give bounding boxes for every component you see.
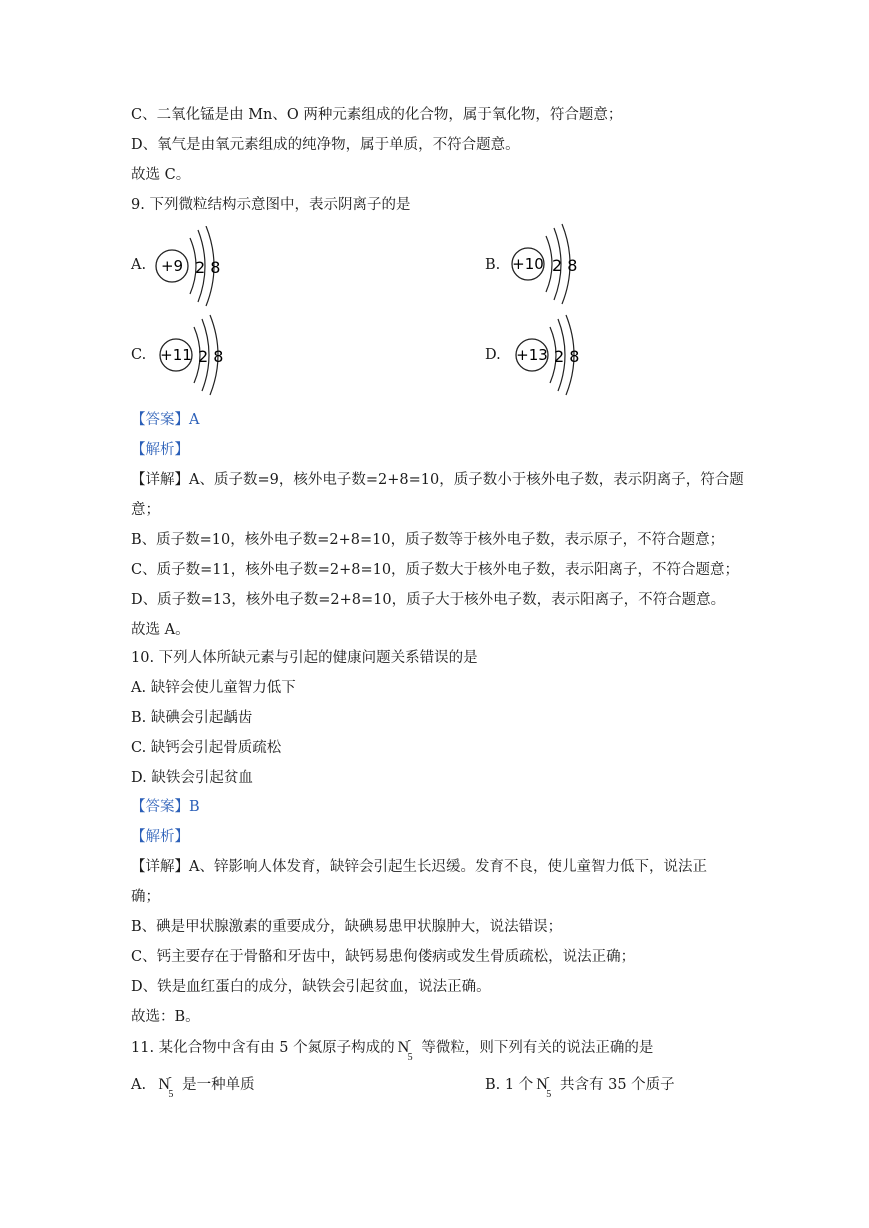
answer-label: 【答案】B [131, 799, 200, 815]
option-d: D. 缺铁会引起贫血 [131, 770, 253, 786]
nucleus-label: +11 [160, 346, 192, 364]
answer-label: 【答案】A [131, 412, 200, 428]
atom-diagram-d [512, 313, 622, 403]
atom-diagram-b [508, 222, 618, 312]
text-line: B、质子数=10，核外电子数=2+8=10，质子数等于核外电子数，表示原子，不符合题意； [131, 532, 725, 548]
option-a: A. 缺锌会使儿童智力低下 [131, 680, 296, 696]
question-text: 11. 某化合物中含有由 5 个氮原子构成的 [131, 1040, 395, 1056]
analysis-label: 【解析】 [131, 442, 189, 458]
option-label: D. [485, 347, 501, 363]
shell-label: 2 8 [198, 347, 224, 366]
text-line: 【详解】A、锌影响人体发育，缺锌会引起生长迟缓。发育不良，使儿童智力低下，说法正 [131, 859, 707, 875]
nucleus-label: +13 [516, 346, 548, 364]
ion-formula: N - 5 [158, 1072, 174, 1100]
text-line: 确； [131, 889, 160, 905]
atom-diagram-a [152, 226, 262, 316]
ion-formula: N - 5 [397, 1035, 413, 1063]
shell-label: 2 8 [552, 256, 578, 275]
text-line: 故选：B。 [131, 1009, 200, 1025]
text-line: D、氧气是由氧元素组成的纯净物，属于单质，不符合题意。 [131, 137, 520, 153]
option-label: A. [131, 257, 147, 273]
text-line: C、钙主要存在于骨骼和牙齿中，缺钙易患佝偻病或发生骨质疏松，说法正确； [131, 949, 636, 965]
option-label: B. [485, 257, 501, 273]
nucleus-label: +10 [512, 255, 544, 273]
question-10: 10. 下列人体所缺元素与引起的健康问题关系错误的是 [131, 650, 478, 666]
shell-label: 2 8 [195, 258, 221, 277]
text-line: 【详解】A、质子数=9，核外电子数=2+8=10，质子数小于核外电子数，表示阴离子，符合题 [131, 472, 744, 488]
analysis-label: 【解析】 [131, 829, 189, 845]
text-line: 故选 A。 [131, 622, 190, 638]
option-a: A. N - 5 是一种单质 [131, 1072, 255, 1100]
question-text: 等微粒，则下列有关的说法正确的是 [421, 1040, 654, 1056]
text-line: 意； [131, 502, 160, 518]
question-11 [131, 1035, 654, 1063]
option-b: B. 1 个 N - 5 共含有 35 个质子 [485, 1072, 675, 1100]
text-line: 故选 C。 [131, 167, 191, 183]
text-line: D、质子数=13，核外电子数=2+8=10，质子大于核外电子数，表示阳离子，不符合题意。 [131, 592, 726, 608]
option-b: B. 缺碘会引起龋齿 [131, 710, 253, 726]
nucleus-label: +9 [160, 257, 184, 275]
shell-label: 2 8 [554, 347, 580, 366]
text-line: B、碘是甲状腺激素的重要成分，缺碘易患甲状腺肿大，说法错误； [131, 919, 563, 935]
text-line: C、质子数=11，核外电子数=2+8=10，质子数大于核外电子数，表示阳离子，不符合题意； [131, 562, 740, 578]
text-line: D、铁是血红蛋白的成分，缺铁会引起贫血，说法正确。 [131, 979, 491, 995]
question-9: 9. 下列微粒结构示意图中，表示阴离子的是 [131, 197, 411, 213]
atom-diagram-c [156, 313, 266, 403]
option-label: C. [131, 347, 147, 363]
option-c: C. 缺钙会引起骨质疏松 [131, 740, 282, 756]
text-line: C、二氧化锰是由 Mn、O 两种元素组成的化合物，属于氧化物，符合题意； [131, 107, 623, 123]
ion-formula: N - 5 [536, 1072, 552, 1100]
